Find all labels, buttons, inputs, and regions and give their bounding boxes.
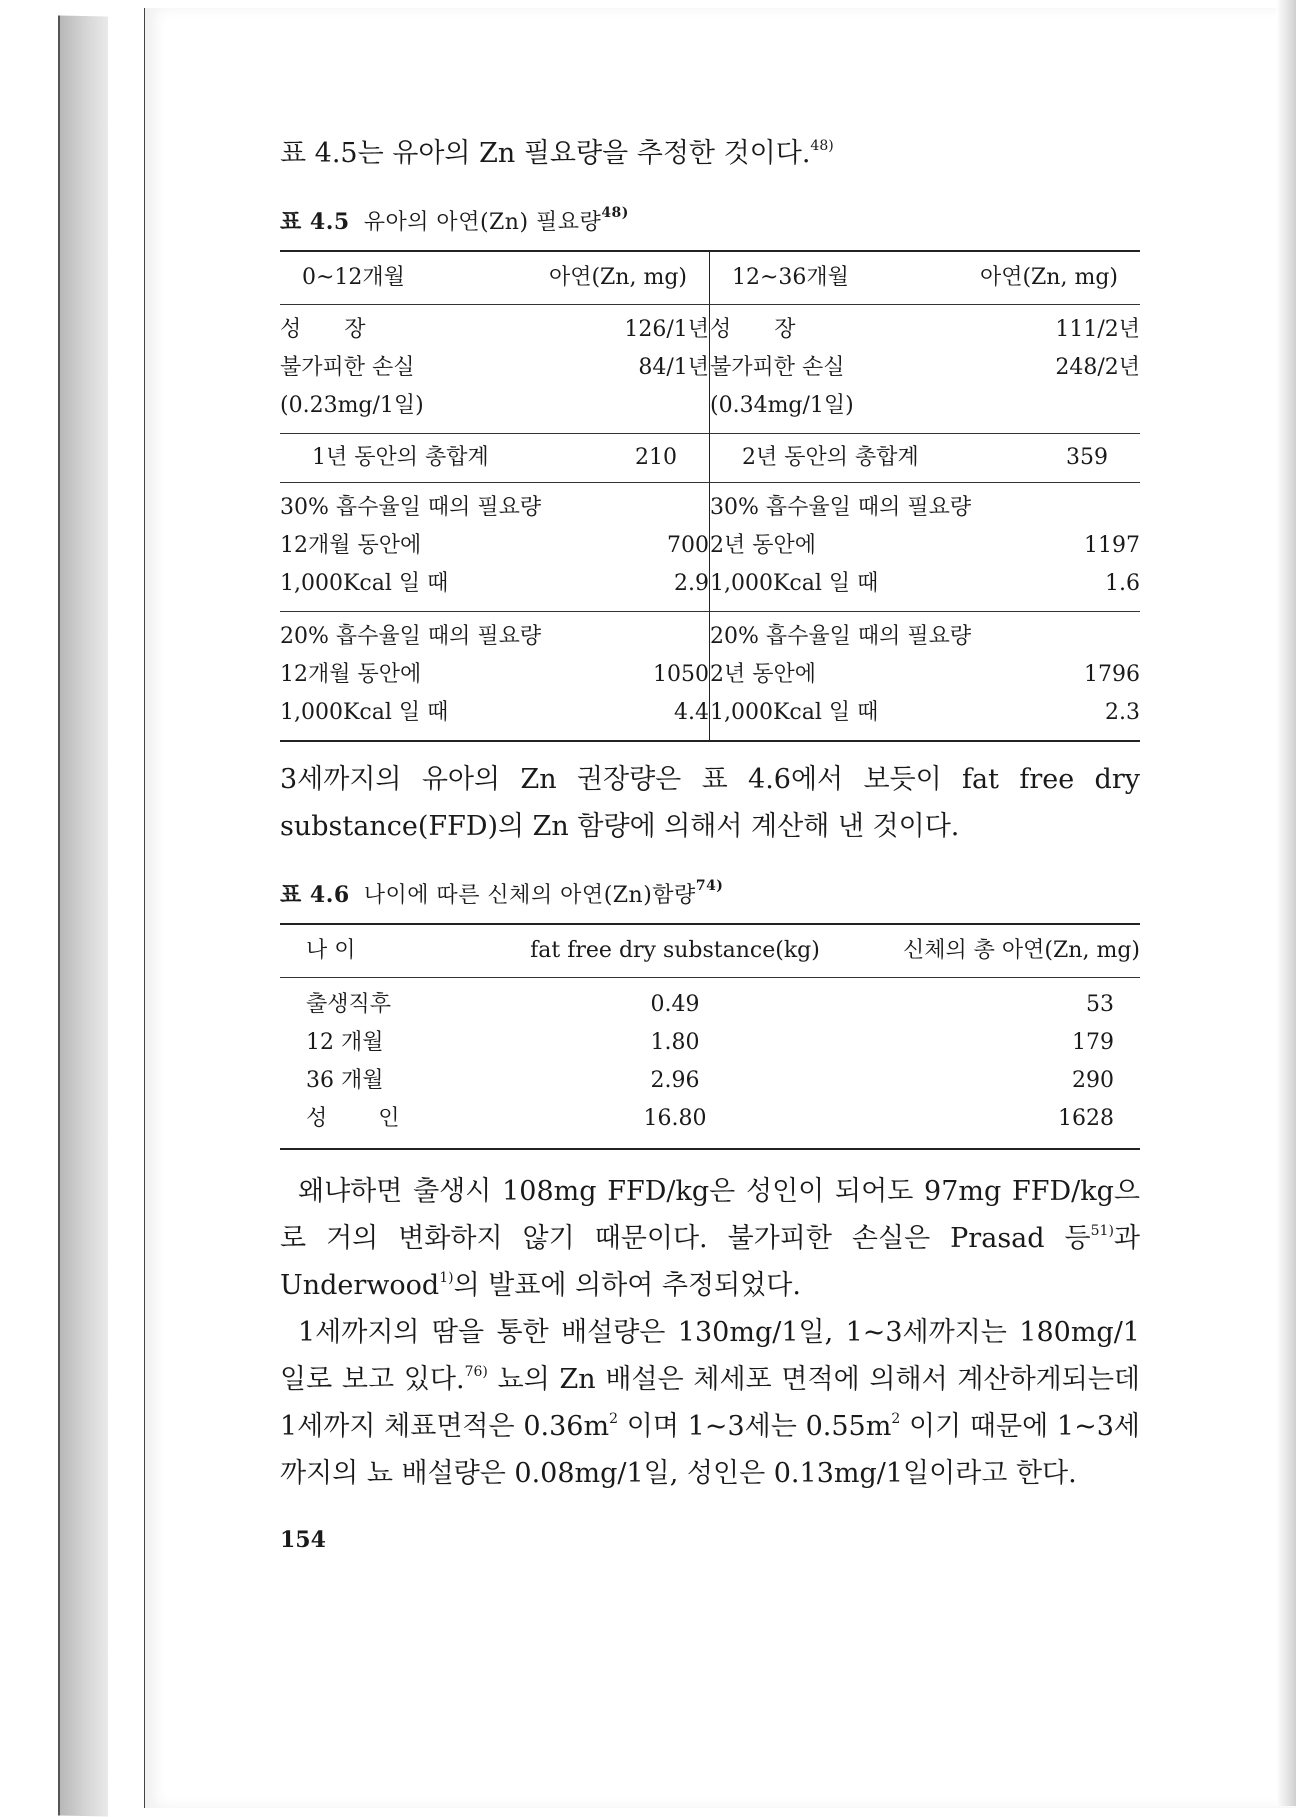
table-row: 1,000Kcal 일 때 1.6 — [710, 571, 1140, 596]
table46-caption — [280, 878, 1140, 909]
page-content — [280, 130, 1140, 1553]
header-total-zn: 신체의 총 아연(Zn, mg) — [902, 938, 1140, 963]
table-row: 30% 흡수율일 때의 필요량 — [280, 495, 542, 520]
page-number: 154 — [280, 1527, 326, 1553]
header-unit-left: 아연(Zn, mg) — [548, 265, 687, 290]
page-edge — [1276, 0, 1296, 1806]
table-row: 12 개월 1.80 179 — [306, 1030, 1114, 1055]
table-row: 36 개월 2.96 290 — [306, 1068, 1114, 1093]
table45-30pct-block — [280, 483, 1140, 611]
table45-title: 유아의 아연(Zn) 필요량 — [363, 210, 602, 235]
para-unavoidable-loss: 왜냐하면 출생시 108mg FFD/kg은 성인이 되어도 97mg FFD/kg으로 거의 변화하지 않기 때문이다. 불가피한 손실은 Prasad 등$^{51)}$과 Underwood$^{1)}$의 발표에 의하여 추정되었다. — [280, 1176, 1140, 1301]
header-unit-right: 아연(Zn, mg) — [979, 265, 1118, 290]
table-row: 불가피한 손실 248/2년 — [710, 355, 1140, 380]
table-row: 20% 흡수율일 때의 필요량 — [280, 624, 542, 649]
table-4-5 — [280, 250, 1140, 742]
header-age-left: 0~12개월 — [302, 265, 405, 290]
para-sweat-urine: 1세까지의 땀을 통한 배설량은 130mg/1일, 1~3세까지는 180mg/1일로 보고 있다.$^{76)}$ 뇨의 Zn 배설은 체세포 면적에 의해서 계산하게되는데 1세까지 체표면적은 $0.36m^2$ 이며 1~3세는 $0.55m^2$ 이기 때문에 1~3세까지의 뇨 배설량은 0.08mg/1일, 성인은 0.13mg/1일이라고 한다. — [280, 1317, 1140, 1489]
table-row: 12개월 동안에 700 — [280, 533, 709, 558]
intro-reference: 48) — [810, 138, 834, 154]
table-row: 성 인 16.80 1628 — [306, 1106, 1114, 1131]
table-row: 불가피한 손실 84/1년 — [280, 355, 709, 380]
para-zn-recommendation: 3세까지의 유아의 Zn 권장량은 표 4.6에서 보듯이 fat free dry substance(FFD)의 Zn 함량에 의해서 계산해 낸 것이다. — [280, 764, 1140, 842]
table46-title: 나이에 따른 신체의 아연(Zn)함량 — [363, 883, 696, 908]
table-row: 출생직후 0.49 53 — [306, 992, 1114, 1017]
header-age: 나 이 — [306, 938, 356, 963]
table45-growth-block — [280, 305, 1140, 433]
table-row: 1,000Kcal 일 때 2.9 — [280, 571, 709, 596]
table46-number: 표 4.6 — [280, 882, 350, 908]
table45-header-row — [280, 252, 1140, 304]
table-row: 2년 동안에 1796 — [710, 662, 1140, 687]
table-row: 1,000Kcal 일 때 2.3 — [710, 700, 1140, 725]
table45-number: 표 4.5 — [280, 209, 350, 235]
table-row: 1,000Kcal 일 때 4.4 — [280, 700, 709, 725]
header-ffd: fat free dry substance(kg) — [530, 938, 820, 963]
table-row: 성 장 111/2년 — [710, 317, 1140, 342]
table-row: (0.34mg/1일) — [710, 393, 854, 418]
reference-51: 51) — [1090, 1223, 1114, 1239]
book-spine — [58, 15, 108, 1816]
reference-76: 76) — [464, 1364, 488, 1380]
table45-reference: 48) — [601, 205, 629, 221]
table-row: (0.23mg/1일) — [280, 393, 424, 418]
table45-caption — [280, 205, 1140, 236]
table-4-6 — [280, 923, 1140, 1150]
table45-totals-row: 1년 동안의 총합계 210 2년 동안의 총합계 359 — [280, 434, 1140, 482]
intro-paragraph: 표 4.5는 유아의 Zn 필요량을 추정한 것이다.$^{48)}$ — [280, 138, 834, 169]
table45-20pct-block — [280, 612, 1140, 740]
table-row: 20% 흡수율일 때의 필요량 — [710, 624, 972, 649]
table46-header-row — [280, 925, 1140, 977]
table46-reference: 74) — [695, 878, 724, 894]
table-row: 12개월 동안에 1050 — [280, 662, 709, 687]
reference-1: 1) — [439, 1270, 454, 1286]
table-row: 30% 흡수율일 때의 필요량 — [710, 495, 972, 520]
table-row: 2년 동안에 1197 — [710, 533, 1140, 558]
table-row: 성 장 126/1년 — [280, 317, 709, 342]
header-age-right: 12~36개월 — [732, 265, 849, 290]
